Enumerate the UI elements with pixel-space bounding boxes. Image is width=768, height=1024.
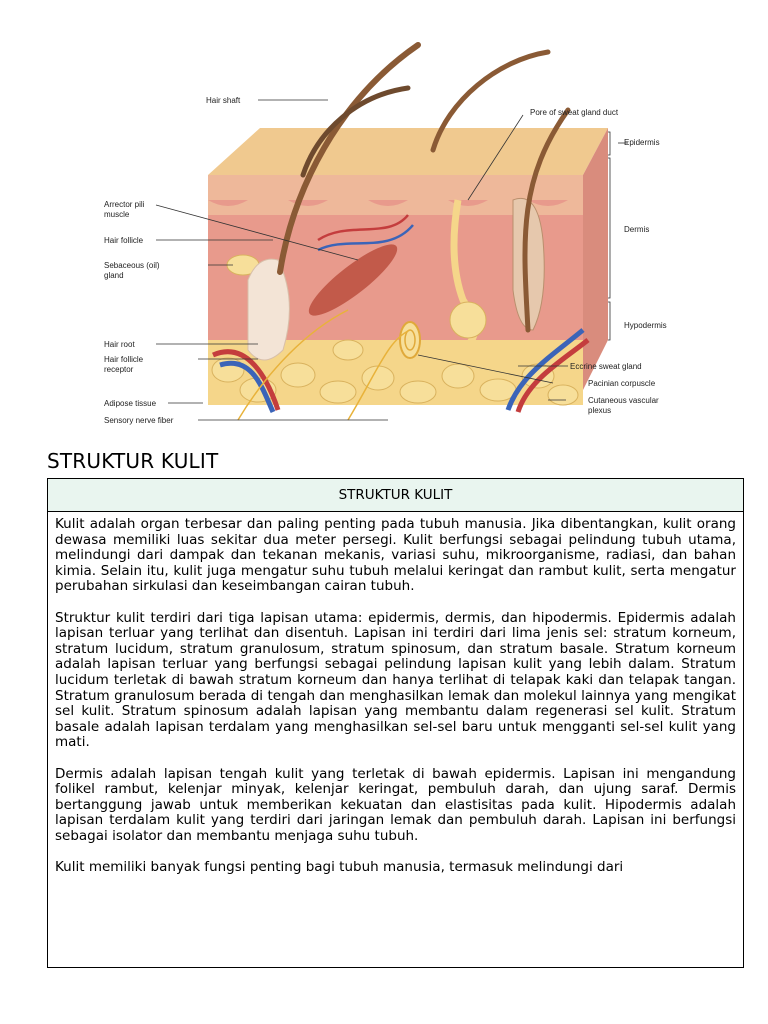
skin-block-illustration <box>208 45 608 420</box>
paragraph-4: Kulit memiliki banyak fungsi penting bagi tubuh manusia, termasuk melindungi dari <box>55 859 624 876</box>
label-dermis: Dermis <box>624 225 650 234</box>
page-heading: STRUKTUR KULIT <box>47 449 219 473</box>
label-pacinian: Pacinian corpuscle <box>588 379 656 388</box>
label-eccrine: Eccrine sweat gland <box>570 362 642 371</box>
label-follicle-receptor-2: receptor <box>104 365 134 374</box>
table-body <box>48 512 743 876</box>
label-sebaceous-2: gland <box>104 271 124 280</box>
label-hair-shaft: Hair shaft <box>206 96 241 105</box>
label-hair-follicle: Hair follicle <box>104 236 144 245</box>
label-sebaceous-1: Sebaceous (oil) <box>104 261 160 270</box>
label-sensory-nerve: Sensory nerve fiber <box>104 416 174 425</box>
label-vascular-2: plexus <box>588 406 612 415</box>
label-vascular-1: Cutaneous vascular <box>588 396 659 405</box>
label-pore: Pore of sweat gland duct <box>530 108 619 117</box>
label-adipose: Adipose tissue <box>104 399 157 408</box>
label-arrector-pili-2: muscle <box>104 210 130 219</box>
table-header: STRUKTUR KULIT <box>48 479 743 512</box>
label-arrector-pili-1: Arrector pili <box>104 200 145 209</box>
content-table <box>47 478 744 968</box>
label-epidermis: Epidermis <box>624 138 660 147</box>
paragraph-3: Dermis adalah lapisan tengah kulit yang terletak di bawah epidermis. Lapisan ini mengandung folikel rambut, kelenjar minyak, kelenjar keringat, pembuluh darah, dan ujung saraf. Dermis bertanggung jawab untuk memberikan kekuatan dan elastisitas pada kulit. Hipodermis adalah lapisan terdalam kulit yang terdiri dari jaringan lemak dan pembuluh darah. Lapisan ini berfungsi sebagai isolator dan membantu menjaga suhu tubuh. <box>55 765 736 844</box>
paragraph-2: Struktur kulit terdiri dari tiga lapisan utama: epidermis, dermis, dan hipodermis. Epidermis adalah lapisan terluar yang terlihat dan disentuh. Lapisan ini terdiri dari lima jenis sel: stratum korneum, stratum lucidum, stratum granulosum, stratum spinosum, dan stratum basale. Stratum korneum adalah lapisan terluar yang berfungsi sebagai pelindung lapisan kulit yang lebih dalam. Stratum lucidum terletak di bawah stratum korneum dan hanya terlihat di telapak kaki dan telapak tangan. Stratum granulosum berada di tengah dan menghasilkan lemak dan molekul lainnya yang mengikat sel kulit. Stratum spinosum adalah lapisan yang membantu dalam regenerasi sel kulit. Stratum basale adalah lapisan terdalam yang menghasilkan sel-sel baru untuk mengganti sel-sel kulit yang mati. <box>55 609 736 751</box>
label-hair-root: Hair root <box>104 340 135 349</box>
label-follicle-receptor-1: Hair follicle <box>104 355 144 364</box>
label-hypodermis: Hypodermis <box>624 321 667 330</box>
paragraph-1: Kulit adalah organ terbesar dan paling penting pada tubuh manusia. Jika dibentangkan, kulit orang dewasa memiliki luas sekitar dua meter persegi. Kulit berfungsi sebagai pelindung tubuh utama, melindungi dari dampak dan tekanan mekanis, variasi suhu, mikroorganisme, radiasi, dan bahan kimia. Selain itu, kulit juga mengatur suhu tubuh melalui keringat dan rambut kulit, serta mengatur perubahan sirkulasi dan keseimbangan cairan tubuh. <box>55 516 736 595</box>
skin-structure-diagram <box>48 40 738 435</box>
